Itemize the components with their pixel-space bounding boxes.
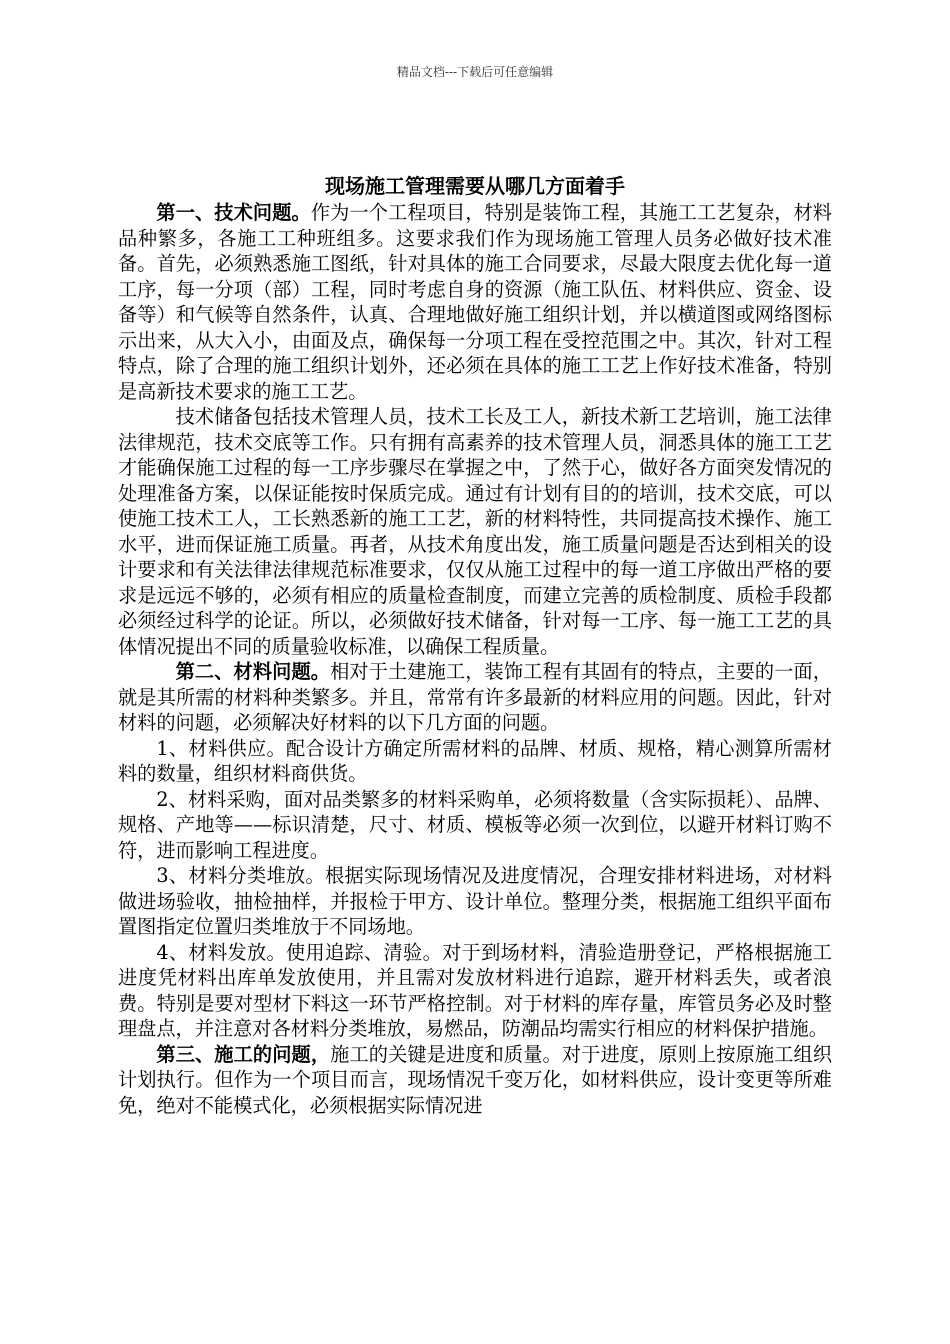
technical-reserve-paragraph: 技术储备包括技术管理人员，技术工长及工人，新技术新工艺培训，施工法律法律规范，技术交底等工作。只有拥有高素养的技术管理人员，洞悉具体的施工工艺才能确保施工过程的每一工序步骤尽在掌握之中，了然于心，做好各方面突发情况的处理准备方案，以保证能按时保质完成。通过有计划有目的的培训，技术交底，可以使施工技术工人，工长熟悉新的施工工艺，新的材料特性，共同提高技术操作、施工水平，进而保证施工质量。再者，从技术角度出发，施工质量问题是否达到相关的设计要求和有关法律法律规范标准要求，仅仅从施工过程中的每一道工序做出严格的要求是远远不够的，必须有相应的质量检查制度，而建立完善的质检制度、质检手段都必须经过科学的论证。所以，必须做好技术储备，针对每一工序、每一施工工艺的具体情况提出不同的质量验收标准，以确保工程质量。 [118, 405, 832, 658]
paragraph-text: 相对于土建施工，装饰工程有其固有的特点，主要的一面，就是其所需的材料种类繁多。并且，常常有许多最新的材料应用的问题。因此，针对材料的问题，必须解决好材料的以下几方面的问题。 [118, 660, 833, 734]
paragraph-text: 作为一个工程项目，特别是装饰工程，其施工工艺复杂，材料品种繁多，各施工工种班组多。这要求我们作为现场施工管理人员务必做好技术准备。首先，必须熟悉施工图纸，针对具体的施工合同要求，尽最大限度去优化每一道工序，每一分项（部）工程，同时考虑自身的资源（施工队伍、材料供应、资金、设备等）和气候等自然条件，认真、合理地做好施工组织计划，并以横道图或网络图标示出来，从大入小，由面及点，确保每一分项工程在受控范围之中。其次，针对工程特点，除了合理的施工组织计划外，还必须在具体的施工工艺上作好技术准备，特别是高新技术要求的施工工艺。 [118, 201, 832, 403]
document-body [118, 200, 832, 1118]
section-heading: 第一、技术问题。 [156, 201, 311, 224]
section-material-paragraph [118, 659, 832, 736]
list-item: 4、材料发放。使用追踪、清验。对于到场材料，清验造册登记，严格根据施工进度凭材料出库单发放使用，并且需对发放材料进行追踪，避开材料丢失，或者浪费。特别是要对型材下料这一环节严格控制。对于材料的库存量，库管员务必及时整理盘点，并注意对各材料分类堆放，易燃品，防潮品均需实行相应的材料保护措施。 [118, 940, 832, 1040]
section-heading: 第三、施工的问题， [156, 1042, 331, 1066]
list-item: 3、材料分类堆放。根据实际现场情况及进度情况，合理安排材料进场，对材料做进场验收，抽检抽样，并报检于甲方、设计单位。整理分类，根据施工组织平面布置图指定位置归类堆放于不同场地。 [118, 864, 832, 938]
document-title: 现场施工管理需要从哪几方面着手 [325, 174, 625, 198]
paragraph-text: 施工的关键是进度和质量。对于进度，原则上按原施工组织计划执行。但作为一个项目而言，现场情况千变万化，如材料供应，设计变更等所难免，绝对不能模式化，必须根据实际情况进 [118, 1042, 833, 1117]
section-technical-paragraph [118, 200, 832, 404]
section-heading: 第二、材料问题。 [175, 660, 331, 683]
page-header: 精品文档---下载后可任意编辑 [396, 65, 554, 79]
section-construction-paragraph [118, 1042, 832, 1119]
list-item: 1、材料供应。配合设计方确定所需材料的品牌、材质、规格，精心测算所需材料的数量，组织材料商供货。 [118, 736, 832, 785]
list-item: 2、材料采购，面对品类繁多的材料采购单，必须将数量（含实际损耗）、品牌、规格、产地等——标识清楚，尺寸、材质、模板等必须一次到位，以避开材料订购不符，进而影响工程进度。 [118, 787, 832, 862]
